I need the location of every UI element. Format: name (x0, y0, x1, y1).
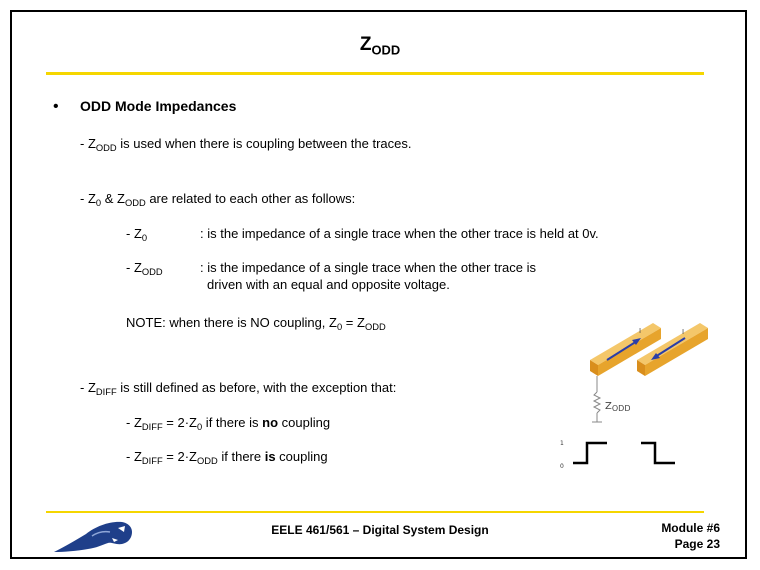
title-rule (46, 72, 704, 75)
line-zodd-usage: - $Z_{ODD}$ is used when there is coupling between the traces. (80, 136, 412, 153)
axis-zero-label: 0 (560, 463, 564, 470)
line-relation: - $Z_0$ & $Z_{ODD}$ are related to each other as follows: (80, 191, 356, 208)
def-zodd-desc-2: driven with an equal and opposite voltage. (207, 277, 450, 292)
note-line: NOTE: when there is NO coupling, $Z_0 = Z_{ODD}$ (126, 315, 386, 332)
line-zdiff: - $Z_{DIFF}$ is still defined as before, with the exception that: (80, 380, 397, 397)
coupled-traces-diagram (545, 318, 725, 478)
footer-rule (46, 511, 704, 513)
rising-step-waveform (573, 443, 607, 463)
section-heading: ODD Mode Impedances (80, 98, 237, 114)
line-zdiff-coupling: - $Z_{DIFF} = 2\cdot Z_{ODD}$ if there is coupling (126, 449, 328, 466)
line-zdiff-no-coupling: - $Z_{DIFF} = 2\cdot Z_0$ if there is no coupling (126, 415, 331, 432)
def-zodd-desc: : is the impedance of a single trace when the other trace is (200, 260, 537, 275)
def-z0-term: - $Z_0$ (126, 226, 148, 243)
footer-module: Module #6 (661, 521, 720, 535)
def-z0-desc: : is the impedance of a single trace when the other trace is held at 0v. (200, 226, 599, 241)
slide-title: $Z_{ODD}$ (359, 34, 401, 58)
bullet-marker: • (53, 98, 59, 115)
current-label-2: I (682, 328, 685, 336)
current-label-1: I (639, 327, 642, 335)
zodd-label: $Z_{ODD}$ (605, 401, 631, 413)
footer-course: EELE 461/561 – Digital System Design (271, 523, 489, 537)
falling-step-waveform (641, 443, 675, 463)
footer-page: Page 23 (674, 537, 720, 551)
def-zodd-term: - $Z_{ODD}$ (126, 260, 163, 277)
axis-one-label: 1 (560, 440, 564, 447)
resistor-icon (592, 376, 602, 422)
